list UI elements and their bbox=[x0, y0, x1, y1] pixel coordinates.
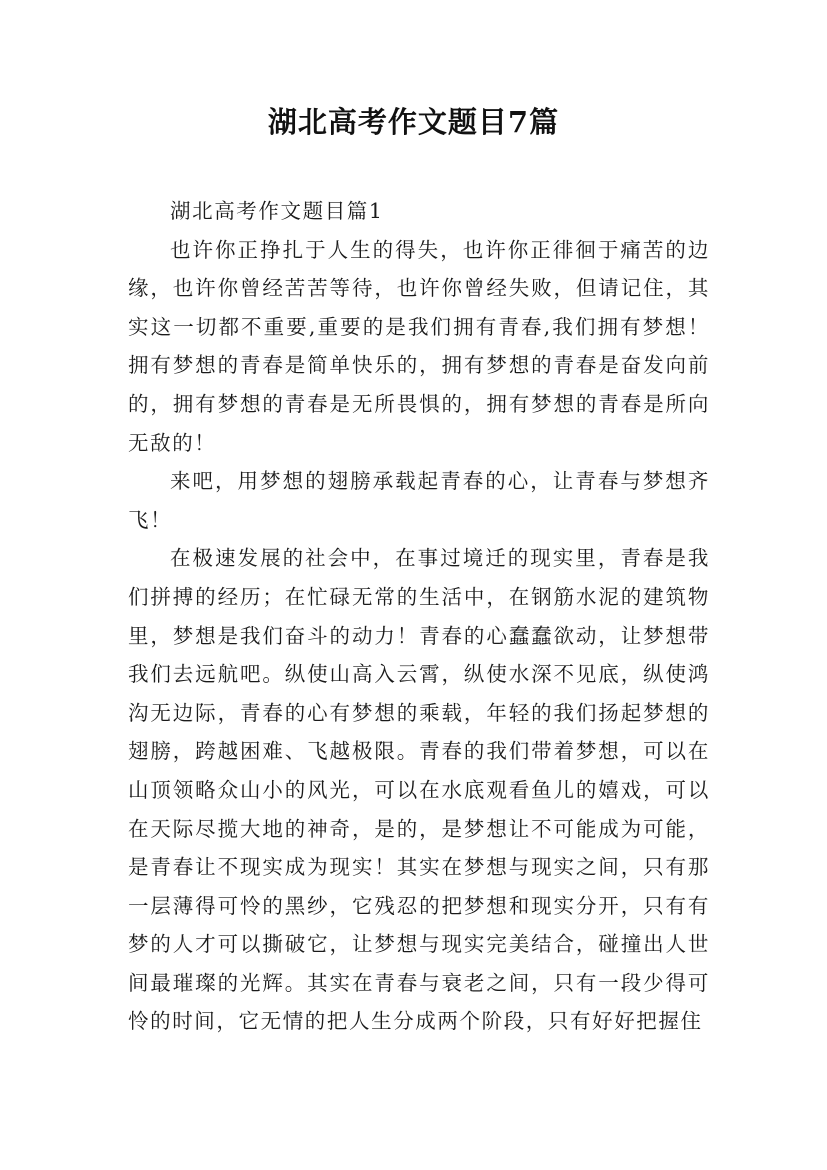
paragraph-3: 在极速发展的社会中，在事过境迁的现实里，青春是我们拼搏的经历；在忙碌无常的生活中，在钢筋水泥的建筑物里，梦想是我们奋斗的动力！青春的心蠢蠢欲动，让梦想带我们去远航吧。纵使山高入云霄，纵使水深不见底，纵使鸿沟无边际，青春的心有梦想的乘载，年轻的我们扬起梦想的翅膀，跨越困难、飞越极限。青春的我们带着梦想，可以在山顶领略众山小的风光，可以在水底观看鱼儿的嬉戏，可以在天际尽揽大地的神奇，是的，是梦想让不可能成为可能，是青春让不现实成为现实！其实在梦想与现实之间，只有那一层薄得可怜的黑纱，它残忍的把梦想和现实分开，只有有梦的人才可以撕破它，让梦想与现实完美结合，碰撞出人世间最璀璨的光辉。其实在青春与衰老之间，只有一段少得可怜的时间，它无情的把人生分成两个阶段，只有好好把握住 bbox=[128, 546, 710, 1034]
document-title: 湖北高考作文题目7篇 bbox=[267, 105, 560, 139]
section-heading: 湖北高考作文题目篇1 bbox=[170, 199, 384, 223]
document-body bbox=[128, 192, 710, 1041]
paragraph-1: 也许你正挣扎于人生的得失，也许你正徘徊于痛苦的边缘，也许你曾经苦苦等待，也许你曾经失败，但请记住，其实这一切都不重要,重要的是我们拥有青春,我们拥有梦想！拥有梦想的青春是简单快乐的，拥有梦想的青春是奋发向前的，拥有梦想的青春是无所畏惧的，拥有梦想的青春是所向无敌的！ bbox=[128, 237, 710, 455]
paragraph-2: 来吧，用梦想的翅膀承载起青春的心，让青春与梦想齐飞！ bbox=[128, 469, 710, 532]
